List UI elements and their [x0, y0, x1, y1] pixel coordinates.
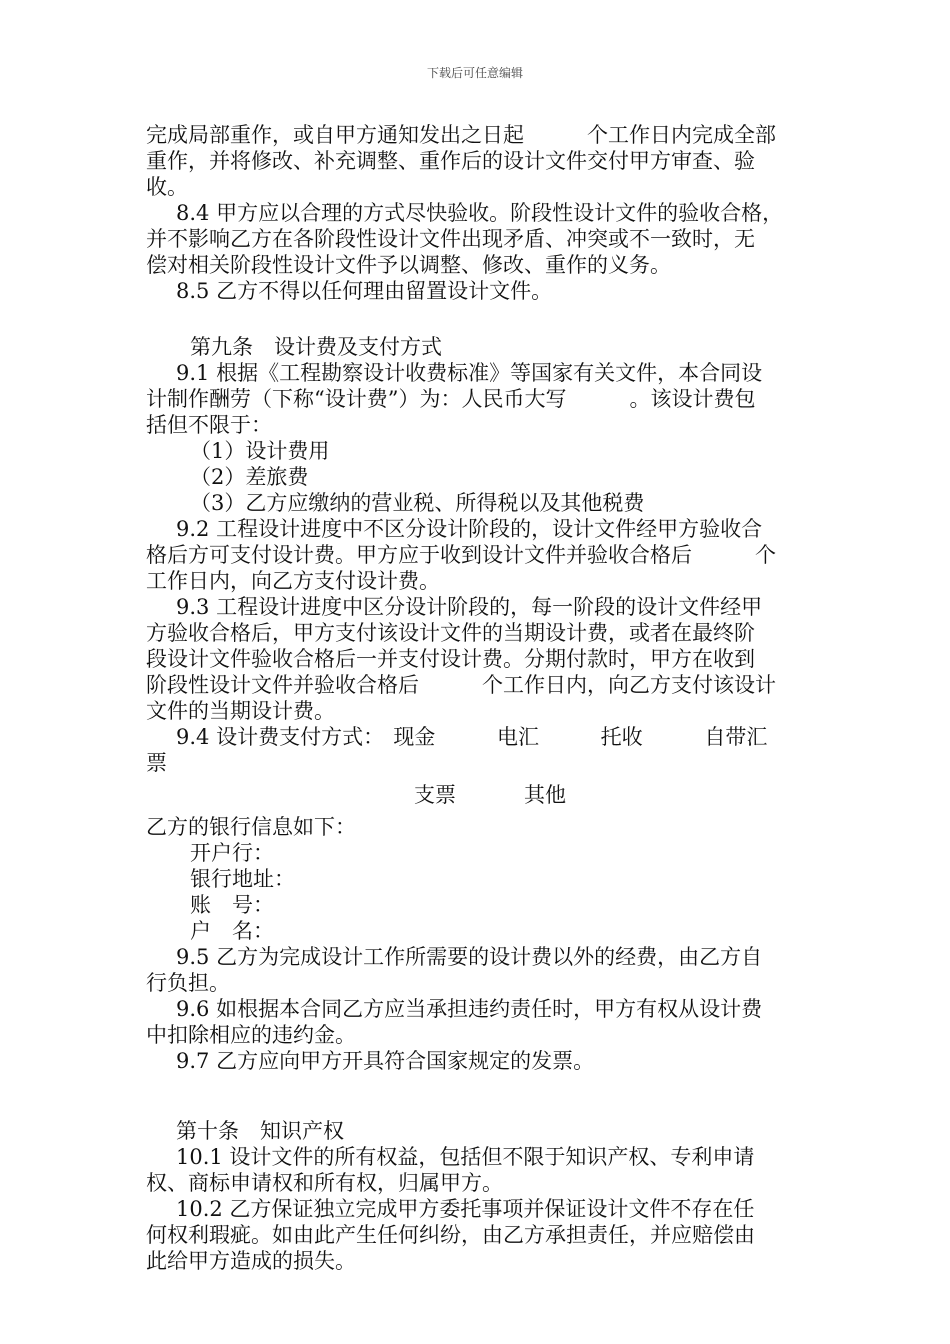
clause-8-4: 8.4 甲方应以合理的方式尽快验收。阶段性设计文件的验收合格， [176, 201, 784, 225]
text-line: 阶段性设计文件并验收合格后 个工作日内，向乙方支付该设计 [146, 673, 776, 697]
payment-option-other: 其他 [524, 783, 566, 807]
clause-10-1: 10.1 设计文件的所有权益，包括但不限于知识产权、专利申请 [176, 1145, 755, 1169]
text-line: 权、商标申请权和所有权，归属甲方。 [146, 1171, 503, 1195]
clause-9-6: 9.6 如根据本合同乙方应当承担违约责任时，甲方有权从设计费 [176, 997, 763, 1021]
text-line: 偿对相关阶段性设计文件予以调整、修改、重作的义务。 [146, 253, 671, 277]
text-line: 此给甲方造成的损失。 [146, 1249, 356, 1273]
page-header: 下载后可任意编辑 [426, 66, 523, 80]
clause-8-5: 8.5 乙方不得以任何理由留置设计文件。 [176, 279, 553, 303]
clause-10-2: 10.2 乙方保证独立完成甲方委托事项并保证设计文件不存在任 [176, 1197, 755, 1221]
bank-field-account-number: 账 号： [190, 893, 274, 917]
text-line: 何权利瑕疵。如由此产生任何纠纷，由乙方承担责任，并应赔偿由 [146, 1223, 755, 1247]
text-line: 并不影响乙方在各阶段性设计文件出现矛盾、冲突或不一致时，无 [146, 227, 755, 251]
text-line: 行负担。 [146, 971, 230, 995]
section-heading-9: 第九条 设计费及支付方式 [190, 335, 442, 359]
payment-label: 9.4 设计费支付方式： [176, 725, 385, 749]
section-heading-10: 第十条 知识产权 [176, 1119, 344, 1143]
text-line: 段设计文件验收合格后一并支付设计费。分期付款时，甲方在收到 [146, 647, 755, 671]
list-item: （2）差旅费 [190, 465, 309, 489]
document-body [146, 122, 808, 1274]
text-line: 方验收合格后，甲方支付该设计文件的当期设计费，或者在最终阶 [146, 621, 755, 645]
text-line: 票 [146, 751, 167, 775]
payment-option-cash: 现金 [393, 725, 436, 749]
payment-option-wire: 电汇 [496, 725, 539, 749]
clause-9-3: 9.3 工程设计进度中区分设计阶段的，每一阶段的设计文件经甲 [176, 595, 763, 619]
bank-field-account-name: 户 名： [190, 919, 274, 943]
text-line: 收。 [146, 175, 188, 199]
clause-9-2: 9.2 工程设计进度中不区分设计阶段的，设计文件经甲方验收合 [176, 517, 763, 541]
payment-option-check: 支票 [414, 783, 456, 807]
bank-field-opening-bank: 开户行： [190, 841, 274, 865]
payment-option-collection: 托收 [600, 725, 643, 749]
clause-9-4-payment-methods [146, 724, 808, 750]
text-line: 完成局部重作，或自甲方通知发出之日起 个工作日内完成全部 [146, 123, 776, 147]
bank-field-address: 银行地址： [190, 867, 295, 891]
clause-9-1: 9.1 根据《工程勘察设计收费标准》等国家有关文件，本合同设 [176, 361, 763, 385]
text-line: 文件的当期设计费。 [146, 699, 335, 723]
clause-9-5: 9.5 乙方为完成设计工作所需要的设计费以外的经费，由乙方自 [176, 945, 763, 969]
clause-9-7: 9.7 乙方应向甲方开具符合国家规定的发票。 [176, 1049, 595, 1073]
text-line: 格后方可支付设计费。甲方应于收到设计文件并验收合格后 个 [146, 543, 776, 567]
text-line: 工作日内，向乙方支付设计费。 [146, 569, 440, 593]
text-line: 中扣除相应的违约金。 [146, 1023, 356, 1047]
text-line: 括但不限于： [146, 413, 272, 437]
list-item: （3）乙方应缴纳的营业税、所得税以及其他税费 [190, 491, 645, 515]
list-item: （1）设计费用 [190, 439, 330, 463]
bank-info-title: 乙方的银行信息如下： [146, 815, 356, 839]
text-line: 计制作酬劳（下称“设计费”）为：人民币大写 。该设计费包 [146, 387, 756, 411]
payment-option-draft: 自带汇 [704, 725, 768, 749]
text-line: 重作，并将修改、补充调整、重作后的设计文件交付甲方审查、验 [146, 149, 755, 173]
payment-options-row-2 [146, 776, 808, 814]
